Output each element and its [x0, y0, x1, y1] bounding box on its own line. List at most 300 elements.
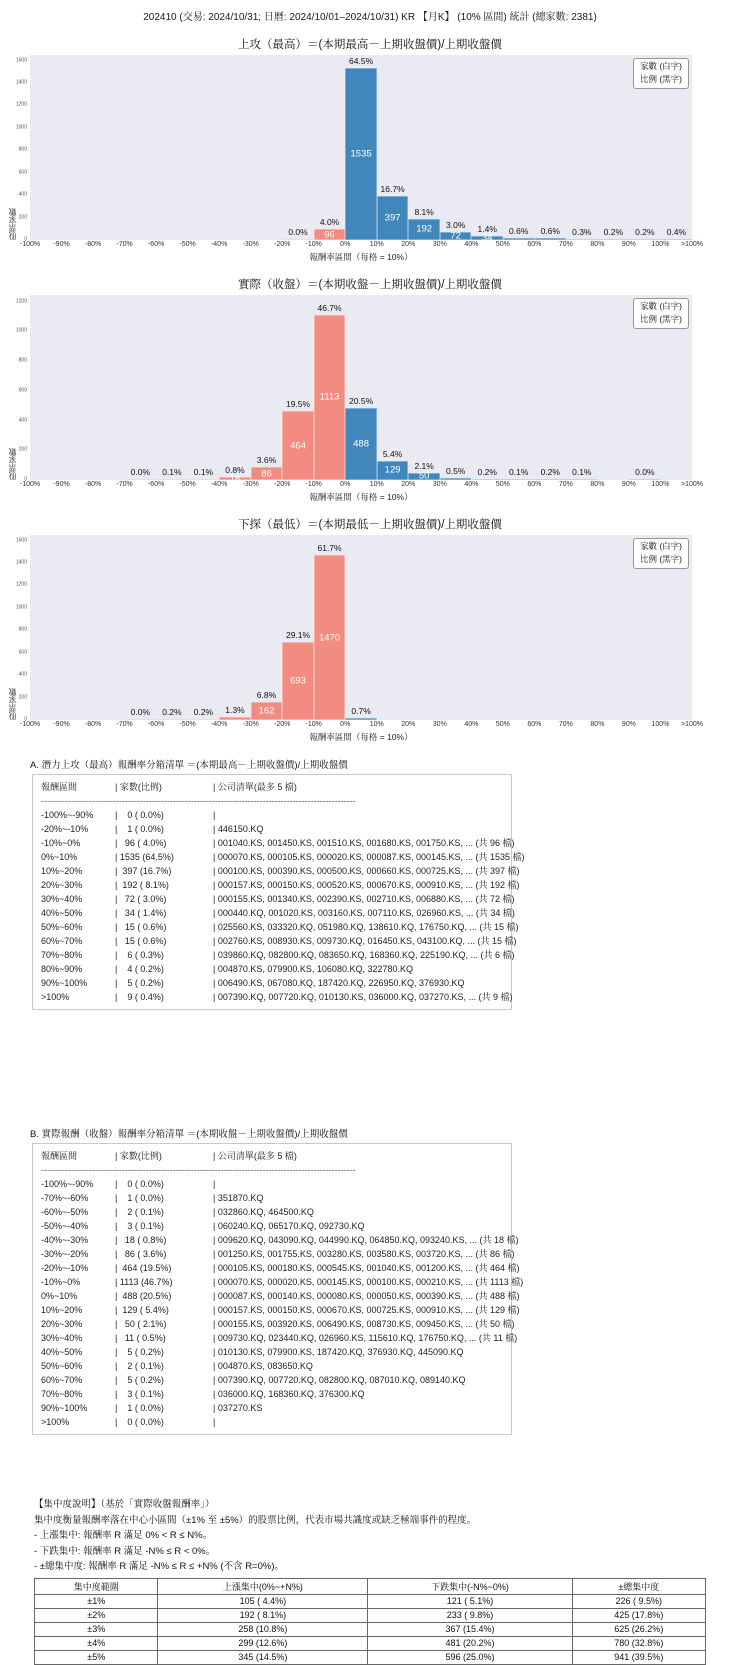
x-tick-label: 80% [590, 721, 605, 728]
listing-col-count: | 129 ( 5.4%) [115, 1305, 169, 1315]
listing-col-count: | 15 ( 0.6%) [115, 936, 167, 946]
y-tick-label: 1000 [15, 604, 27, 611]
histogram-bin [471, 535, 503, 720]
chart-title: 下探（最低）＝(本期最低－上期收盤價)/上期收盤價 [238, 519, 502, 531]
y-tick-label: 200 [18, 214, 27, 221]
bar-count-label: 50 [418, 470, 430, 482]
x-tick-label: -20% [274, 241, 291, 248]
listing-col-companies: | 007390.KQ, 007720.KQ, 082800.KQ, 087010.KQ, 089140.KQ [213, 1375, 466, 1385]
histogram-bin [314, 55, 346, 240]
listing-col-companies: | 000070.KS, 000020.KS, 000145.KS, 000100.KS, 000210.KS, ... (共 1113 檔) [213, 1277, 524, 1287]
histogram-bar [345, 68, 377, 240]
x-tick-label: 10% [369, 481, 384, 488]
listing-row [41, 1289, 520, 1303]
y-tick-label: 1200 [15, 298, 27, 305]
listing-col-range: -100%~-90% [41, 1179, 94, 1189]
histogram-bins [30, 535, 692, 720]
listing-row [41, 1177, 503, 1191]
concentration-table-cell: ±1% [35, 1594, 158, 1608]
listing-row [41, 1317, 515, 1331]
listing-row [41, 1303, 520, 1317]
y-axis-label: 股票家數 [8, 208, 17, 240]
x-tick-label: 90% [621, 481, 636, 488]
listing-col-companies: | 036000.KQ, 168360.KQ, 376300.KQ [213, 1389, 365, 1399]
listing-row [41, 1233, 519, 1247]
concentration-table-cell: 596 (25.0%) [368, 1650, 572, 1664]
listing-col-count: | 15 ( 0.6%) [115, 922, 167, 932]
listing-col-count: | 3 ( 0.1%) [115, 1221, 164, 1231]
concentration-table-header-row [35, 1578, 706, 1594]
listing-col-companies: | 004870.KS, 079900.KS, 106080.KQ, 322780.KQ [213, 964, 413, 974]
listing-row [41, 1415, 503, 1429]
listing-col-companies: | 025560.KS, 033320.KQ, 051980.KQ, 138610.KQ, 176750.KQ, ... (共 15 檔) [213, 922, 519, 932]
histogram-bar [282, 411, 314, 480]
bar-pct-label: 0.8% [225, 465, 245, 476]
concentration-table [34, 1578, 706, 1665]
concentration-note: 集中度衡量報酬率落在中心小區間（±1% 至 ±5%）的股票比例，代表市場共識度或缺乏極端事件的程度。 [34, 1514, 477, 1526]
bar-pct-label: 1.3% [225, 704, 245, 715]
x-tick-label: -80% [84, 721, 102, 728]
listing-col-range: 報酬區間 [41, 1151, 78, 1161]
listing-col-count: | 家數(比例) [115, 782, 162, 792]
y-tick-label: 800 [18, 357, 27, 364]
listing-col-companies: | 000070.KS, 000105.KS, 000020.KS, 000087.KS, 000145.KS, ... (共 1535 檔) [213, 852, 525, 862]
histogram-bar [282, 642, 314, 720]
page-title: 202410 (交易: 2024/10/31; 日曆: 2024/10/01–2024/10/31) KR 【月K】 (10% 區間) 統計 (總家數: 2381) [143, 12, 597, 23]
y-tick-label: 800 [18, 146, 27, 153]
bar-count-label: 488 [353, 438, 370, 450]
concentration-note: - 下跌集中: 報酬率 R 滿足 -N% ≤ R < 0%。 [34, 1545, 216, 1557]
listing-col-companies: | 000157.KS, 000150.KS, 000670.KS, 000725.KS, 000910.KS, ... (共 129 檔) [213, 1305, 520, 1315]
concentration-table-cell: 299 (12.6%) [158, 1636, 368, 1650]
x-tick-label: 100% [651, 721, 670, 728]
listing-col-companies: | 004870.KS, 083650.KQ [213, 1361, 313, 1371]
listing-col-companies: | 039860.KQ, 082800.KQ, 083650.KQ, 168360.KQ, 225190.KQ, ... (共 6 檔) [213, 950, 515, 960]
listing-col-companies: | 000100.KS, 000390.KS, 000500.KS, 000660.KS, 000725.KS, ... (共 397 檔) [213, 866, 520, 876]
listing-col-companies: | 公司清單(最多 5 檔) [213, 1151, 297, 1161]
x-axis-label: 報酬率區間（每格 = 10%） [309, 732, 413, 742]
listing-row [41, 878, 520, 892]
bar-pct-label: 0.6% [540, 226, 560, 237]
y-tick-label: 1200 [15, 101, 27, 108]
listing-col-companies: | 006490.KS, 067080.KQ, 187420.KQ, 226950.KQ, 376930.KQ [213, 978, 465, 988]
bar-count-label: 129 [384, 464, 401, 476]
histogram-bin [219, 295, 251, 485]
concentration-section [34, 1497, 740, 1575]
concentration-heading: 【集中度說明】（基於「實際收盤報酬率」） [34, 1499, 215, 1510]
concentration-table-header-cell: 上漲集中(0%~+N%) [158, 1578, 368, 1594]
concentration-notes [34, 1513, 740, 1575]
listing-col-range: -10%~0% [41, 838, 81, 848]
listing-col-companies: | 010130.KS, 079900.KS, 187420.KQ, 376930.KQ, 445090.KQ [213, 1347, 464, 1357]
histogram-bin [440, 535, 472, 720]
legend-line-count: 家數 (白字) [639, 61, 682, 71]
concentration-table-cell: 367 (15.4%) [368, 1622, 572, 1636]
listing-row [41, 962, 503, 976]
concentration-table-cell: 345 (14.5%) [158, 1650, 368, 1664]
histogram-bar [408, 470, 440, 482]
bar-pct-label: 0.0% [130, 467, 151, 477]
listing-col-range: -30%~-20% [41, 1249, 89, 1259]
listing-row [41, 864, 520, 878]
histogram-bin [251, 55, 283, 240]
listing-col-range: -10%~0% [41, 1277, 81, 1287]
x-tick-label: 0% [340, 481, 351, 488]
listing-col-count: | 86 ( 3.6%) [115, 1249, 167, 1259]
listing-separator: --------------------------------------------------------------------------------------------------------- [41, 1165, 356, 1175]
histogram-bin [314, 295, 346, 480]
histogram-bin [503, 295, 535, 480]
listing-col-range: 60%~70% [41, 936, 83, 946]
histogram-bin [566, 535, 598, 720]
chart-row [8, 55, 740, 244]
x-tick-label: 60% [527, 241, 542, 248]
concentration-table-cell: 481 (20.2%) [368, 1636, 572, 1650]
histogram-bar [377, 196, 409, 241]
bar-pct-label: 0.0% [130, 707, 151, 717]
histogram-bin [377, 535, 409, 720]
histogram-bar [345, 408, 377, 481]
x-tick-label: -10% [305, 481, 322, 488]
concentration-table-cell: ±5% [35, 1650, 158, 1664]
listing-col-range: 30%~40% [41, 894, 83, 904]
listing-col-range: 30%~40% [41, 1333, 83, 1343]
y-tick-label: 1200 [15, 581, 27, 588]
concentration-table-cell: 258 (10.8%) [158, 1622, 368, 1636]
x-tick-label: >100% [681, 481, 703, 488]
listing-col-companies: | 007390.KQ, 007720.KQ, 010130.KS, 036000.KQ, 037270.KS, ... (共 9 檔) [213, 992, 513, 1002]
bar-pct-label: 0.1% [509, 467, 529, 477]
bar-count-label: 96 [324, 229, 335, 241]
listing-col-count: | 72 ( 3.0%) [115, 894, 167, 904]
y-tick-label: 1000 [15, 327, 27, 334]
bar-count-label: 72 [450, 230, 461, 242]
x-tick-label: 70% [558, 721, 573, 728]
histogram-bar [314, 229, 346, 240]
bar-pct-label: 0.4% [666, 227, 687, 237]
x-tick-label: -70% [116, 481, 133, 488]
x-tick-label: -100% [19, 721, 41, 728]
listing-col-count: | 3 ( 0.1%) [115, 1389, 164, 1399]
x-tick-label: 30% [432, 721, 447, 728]
listing-col-count: | 6 ( 0.3%) [115, 950, 164, 960]
bar-pct-label: 64.5% [349, 55, 374, 66]
listing-col-range: 10%~20% [41, 1305, 83, 1315]
x-tick-label: >100% [681, 241, 703, 248]
listing-col-range: 50%~60% [41, 1361, 83, 1371]
listing-row [41, 1191, 503, 1205]
plot-area [15, 535, 692, 723]
listing-col-range: -60%~-50% [41, 1207, 89, 1217]
histogram-bin [188, 295, 220, 480]
listing-col-range: >100% [41, 992, 70, 1002]
listing-row [41, 990, 513, 1004]
histogram-bin [566, 55, 598, 240]
histogram-bar [251, 467, 283, 480]
bar-pct-label: 1.4% [477, 224, 497, 235]
listing-col-count: | 5 ( 0.2%) [115, 1375, 164, 1385]
listing-col-range: -70%~-60% [41, 1193, 89, 1203]
bar-pct-label: 0.0% [288, 227, 308, 237]
concentration-table-cell: 625 (26.2%) [572, 1622, 705, 1636]
concentration-table-cell: 780 (32.8%) [572, 1636, 705, 1650]
listing-col-count: | 1 ( 0.0%) [115, 1403, 164, 1413]
bar-pct-label: 0.6% [509, 226, 529, 237]
listing-col-range: 報酬區間 [41, 782, 78, 792]
listing-col-count: | 0 ( 0.0%) [115, 1179, 164, 1189]
y-tick-label: 800 [18, 626, 27, 633]
bar-count-label: 192 [416, 223, 433, 235]
concentration-table-cell: 425 (17.8%) [572, 1608, 705, 1622]
listing-col-range: 0%~10% [41, 1291, 78, 1301]
x-tick-label: -50% [179, 241, 196, 248]
x-tick-label: 50% [495, 721, 510, 728]
histogram-bin [440, 295, 472, 480]
histogram-bar [314, 315, 346, 480]
y-tick-label: 0 [24, 236, 27, 243]
x-tick-label: 20% [401, 721, 416, 728]
listing-col-range: -50%~-40% [41, 1221, 89, 1231]
legend-line-count: 家數 (白字) [639, 301, 682, 311]
listing-col-range: 50%~60% [41, 922, 83, 932]
x-tick-label: 100% [651, 241, 670, 248]
listing-row [41, 948, 515, 962]
listing-col-count: | 96 ( 4.0%) [115, 838, 167, 848]
bar-pct-label: 3.6% [256, 455, 277, 466]
histogram-bin [93, 55, 125, 240]
listing-row [41, 1401, 503, 1415]
bar-count-label: 86 [261, 468, 272, 480]
chart-up-attack-max [0, 36, 740, 263]
x-tick-label: 40% [464, 721, 479, 728]
listing-b [32, 1143, 524, 1435]
x-tick-label: -40% [210, 721, 228, 728]
listing-col-range: 10%~20% [41, 866, 83, 876]
y-axis-label: 股票家數 [8, 448, 17, 480]
listing-col-companies: | 002760.KS, 008930.KS, 009730.KQ, 016450.KS, 043100.KQ, ... (共 15 檔) [213, 936, 517, 946]
x-tick-label: -40% [210, 241, 228, 248]
listing-col-count: | 9 ( 0.4%) [115, 992, 164, 1002]
concentration-table-cell: 121 ( 5.1%) [368, 1594, 572, 1608]
x-tick-label: -30% [242, 481, 259, 488]
concentration-table-row [35, 1594, 706, 1608]
bar-pct-label: 0.1% [193, 467, 214, 477]
x-tick-label: -100% [19, 241, 41, 248]
chart-row [8, 535, 740, 723]
x-tick-label: -30% [242, 721, 259, 728]
histogram-bin [188, 55, 220, 240]
listing-col-count: | 1 ( 0.0%) [115, 824, 164, 834]
x-tick-label: 10% [369, 721, 384, 728]
listing-col-range: 60%~70% [41, 1375, 83, 1385]
x-tick-label: -70% [116, 241, 133, 248]
listing-col-companies: | 009730.KQ, 023440.KQ, 026960.KS, 115610.KQ, 176750.KQ, ... (共 11 檔) [213, 1333, 518, 1343]
bar-pct-label: 0.5% [445, 466, 466, 477]
histogram-bin [314, 535, 346, 720]
concentration-table-cell: ±2% [35, 1608, 158, 1622]
histogram-bin [188, 535, 220, 720]
listing-col-companies: | 351870.KQ [213, 1193, 264, 1203]
bar-pct-label: 0.2% [477, 467, 497, 477]
listing-col-companies: | [213, 810, 218, 820]
listing-col-range: -20%~-10% [41, 1263, 89, 1273]
histogram-bin [156, 295, 188, 480]
y-tick-label: 400 [18, 417, 27, 424]
listing-col-count: | 5 ( 0.2%) [115, 978, 164, 988]
histogram-bin [62, 295, 94, 480]
histogram-bins [30, 55, 692, 244]
bar-pct-label: 8.1% [414, 206, 434, 217]
x-tick-label: 70% [558, 241, 573, 248]
x-tick-label: -60% [147, 721, 165, 728]
chart-title: 實際（收盤）＝(本期收盤－上期收盤價)/上期收盤價 [238, 279, 502, 291]
bar-pct-label: 0.2% [540, 467, 560, 477]
concentration-table-header-cell: 下跌集中(-N%~0%) [368, 1578, 572, 1594]
bar-pct-label: 0.2% [193, 707, 214, 717]
listing-col-count: | 5 ( 0.2%) [115, 1347, 164, 1357]
listing-col-range: 20%~30% [41, 1319, 83, 1329]
histogram-bin [156, 55, 188, 240]
listing-col-count: | 4 ( 0.2%) [115, 964, 164, 974]
histogram-bin [471, 295, 503, 480]
listing-row [41, 1387, 503, 1401]
listing-col-companies: | 000440.KQ, 001020.KS, 003160.KS, 007110.KS, 026960.KS, ... (共 34 檔) [213, 908, 515, 918]
concentration-table-row [35, 1622, 706, 1636]
y-tick-label: 600 [18, 649, 27, 656]
listing-col-count: | 家數(比例) [115, 1151, 162, 1161]
bar-count-label: 397 [384, 212, 401, 224]
histogram-bar [314, 555, 346, 720]
legend-line-pct: 比例 (黑字) [639, 73, 682, 84]
histogram-bar [251, 702, 283, 720]
listing-col-companies: | [213, 1417, 218, 1427]
histogram-bin [345, 295, 377, 480]
bar-count-label: 34 [481, 232, 493, 244]
legend-line-pct: 比例 (黑字) [639, 553, 682, 564]
listing-col-count: | 0 ( 0.0%) [115, 810, 164, 820]
concentration-table-row [35, 1636, 706, 1650]
x-tick-label: 100% [651, 481, 670, 488]
bar-pct-label: 0.1% [162, 467, 182, 477]
bar-pct-label: 0.2% [603, 227, 624, 237]
histogram-bin [345, 535, 377, 720]
concentration-table-cell: 105 ( 4.4%) [158, 1594, 368, 1608]
histogram-bar [440, 232, 472, 240]
legend [633, 58, 689, 89]
x-tick-label: -70% [116, 721, 133, 728]
bar-pct-label: 19.5% [285, 399, 311, 410]
listing-col-range: 80%~90% [41, 964, 83, 974]
histogram-bin [535, 295, 567, 480]
concentration-table-cell: ±4% [35, 1636, 158, 1650]
x-tick-label: 50% [495, 481, 510, 488]
listing-a [32, 774, 525, 1010]
listing-col-count: | 1 ( 0.0%) [115, 1193, 164, 1203]
bar-pct-label: 2.1% [414, 460, 434, 471]
listing-col-range: 0%~10% [41, 852, 78, 862]
listing-col-count: | 11 ( 0.5%) [115, 1333, 166, 1343]
listing-row [41, 1205, 503, 1219]
listing-col-count: | 2 ( 0.1%) [115, 1207, 164, 1217]
x-tick-label: -90% [53, 721, 70, 728]
histogram-bin [503, 535, 535, 720]
concentration-table-cell: 192 ( 8.1%) [158, 1608, 368, 1622]
listing-col-count: | 192 ( 8.1%) [115, 880, 169, 890]
listing-col-range: 90%~100% [41, 978, 88, 988]
histogram-bin [219, 535, 251, 720]
x-tick-label: -80% [84, 481, 102, 488]
x-tick-label: 20% [401, 241, 416, 248]
concentration-note: - 上漲集中: 報酬率 R 滿足 0% < R ≤ N%。 [34, 1530, 213, 1541]
bar-pct-label: 0.2% [635, 227, 655, 237]
histogram-bin [125, 535, 157, 720]
x-tick-label: -20% [274, 481, 291, 488]
listing-row [41, 906, 515, 920]
y-tick-label: 200 [18, 694, 27, 701]
x-tick-label: 50% [495, 241, 510, 248]
x-axis-label: 報酬率區間（每格 = 10%） [309, 252, 413, 262]
listing-col-companies: | 001040.KS, 001450.KS, 001510.KS, 001680.KS, 001750.KS, ... (共 96 檔) [213, 838, 515, 848]
concentration-table-row [35, 1650, 706, 1664]
y-tick-label: 1400 [15, 559, 27, 566]
x-tick-label: -50% [179, 721, 196, 728]
bar-pct-label: 16.7% [380, 183, 405, 194]
bar-pct-label: 0.7% [351, 706, 371, 717]
listing-col-count: | 464 (19.5%) [115, 1263, 172, 1273]
concentration-note: - ±總集中度: 報酬率 R 滿足 -N% ≤ R ≤ +N% (不含 R=0%)。 [34, 1561, 284, 1572]
bar-pct-label: 6.8% [256, 689, 277, 700]
y-tick-label: 200 [18, 446, 27, 453]
listing-row [41, 1345, 503, 1359]
listing-col-companies: | 037270.KS [213, 1403, 263, 1413]
listing-b-heading: B. 實際報酬（收盤）報酬率分箱清單 ＝(本期收盤－上期收盤價)/上期收盤價 [30, 1129, 348, 1140]
bar-pct-label: 0.3% [572, 227, 592, 237]
concentration-table-header-cell: 集中度範圍 [35, 1578, 158, 1594]
histogram-bin [535, 535, 567, 720]
listing-col-companies: | 000155.KS, 003920.KS, 006490.KS, 008730.KS, 009450.KS, ... (共 50 檔) [213, 1319, 515, 1329]
x-tick-label: -50% [179, 481, 196, 488]
legend [633, 538, 689, 569]
listing-col-companies: | 000155.KS, 001340.KS, 002390.KS, 002710.KS, 006880.KS, ... (共 72 檔) [213, 894, 515, 904]
bar-pct-label: 0.0% [635, 467, 655, 477]
listing-col-range: 20%~30% [41, 880, 83, 890]
bar-pct-label: 4.0% [319, 217, 340, 228]
histogram-bin [377, 55, 409, 240]
histogram-bin [62, 535, 94, 720]
bar-count-label: 1113 [319, 391, 340, 403]
y-tick-label: 400 [18, 191, 27, 198]
y-axis-label: 股票家數 [8, 688, 17, 720]
listing-col-range: 40%~50% [41, 1347, 83, 1357]
histogram-bin [30, 55, 62, 240]
x-tick-label: 10% [369, 241, 384, 248]
histogram-bin [598, 295, 630, 480]
histogram-bin [251, 535, 283, 720]
histogram-bar [408, 219, 440, 241]
chart-down-probe-min [0, 516, 740, 743]
listing-row [41, 1359, 503, 1373]
listing-row [41, 822, 503, 836]
concentration-table-cell: 233 ( 9.8%) [368, 1608, 572, 1622]
x-tick-label: 80% [590, 241, 605, 248]
x-tick-label: -90% [53, 481, 70, 488]
concentration-table-cell: 941 (39.5%) [572, 1650, 705, 1664]
x-tick-label: -30% [242, 241, 259, 248]
x-axis-ticks [19, 240, 703, 250]
histogram-bar [377, 461, 409, 480]
bar-pct-label: 0.1% [572, 467, 592, 477]
x-tick-label: -60% [147, 241, 165, 248]
